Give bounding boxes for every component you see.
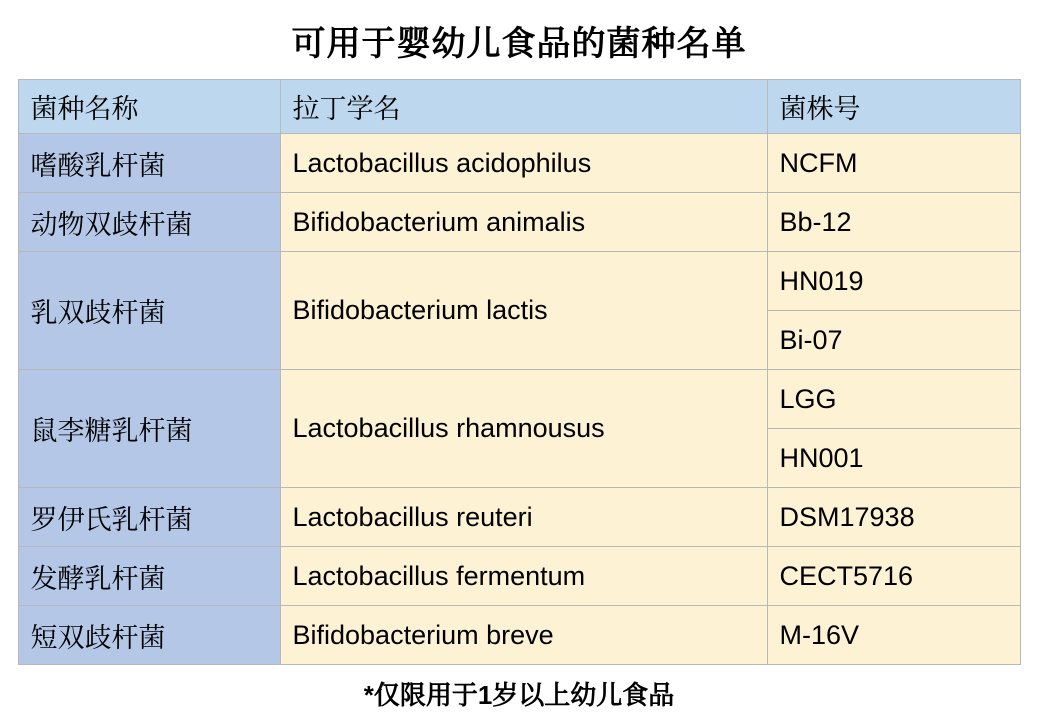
table-row [18,547,1020,606]
strain-number: LGG [767,370,1020,429]
latin-name: Lactobacillus acidophilus [280,134,767,193]
species-name: 嗜酸乳杆菌 [18,134,280,193]
table-row [18,193,1020,252]
strain-number: M-16V [767,606,1020,665]
species-name: 动物双歧杆菌 [18,193,280,252]
strain-number: HN019 [767,252,1020,311]
latin-name: Bifidobacterium breve [280,606,767,665]
species-table [18,79,1021,665]
strain-number: CECT5716 [767,547,1020,606]
latin-name: Lactobacillus reuteri [280,488,767,547]
table-header-row [18,80,1020,134]
strain-number: Bi-07 [767,311,1020,370]
species-name: 鼠李糖乳杆菌 [18,370,280,488]
latin-name: Bifidobacterium animalis [280,193,767,252]
species-name: 乳双歧杆菌 [18,252,280,370]
latin-name: Lactobacillus fermentum [280,547,767,606]
strain-number: NCFM [767,134,1020,193]
column-header-latin: 拉丁学名 [280,80,767,134]
table-row [18,606,1020,665]
strain-number: Bb-12 [767,193,1020,252]
page-title: 可用于婴幼儿食品的菌种名单 [291,25,747,63]
footnote: *仅限用于1岁以上幼儿食品 [363,680,675,710]
table-row [18,134,1020,193]
species-name: 发酵乳杆菌 [18,547,280,606]
column-header-strain: 菌株号 [767,80,1020,134]
column-header-name: 菌种名称 [18,80,280,134]
species-name: 短双歧杆菌 [18,606,280,665]
table-header [18,80,1020,134]
strain-number: DSM17938 [767,488,1020,547]
table-row [18,252,1020,311]
table-body [18,134,1020,665]
strain-number: HN001 [767,429,1020,488]
table-row [18,370,1020,429]
species-name: 罗伊氏乳杆菌 [18,488,280,547]
latin-name: Lactobacillus rhamnousus [280,370,767,488]
table-row [18,488,1020,547]
latin-name: Bifidobacterium lactis [280,252,767,370]
